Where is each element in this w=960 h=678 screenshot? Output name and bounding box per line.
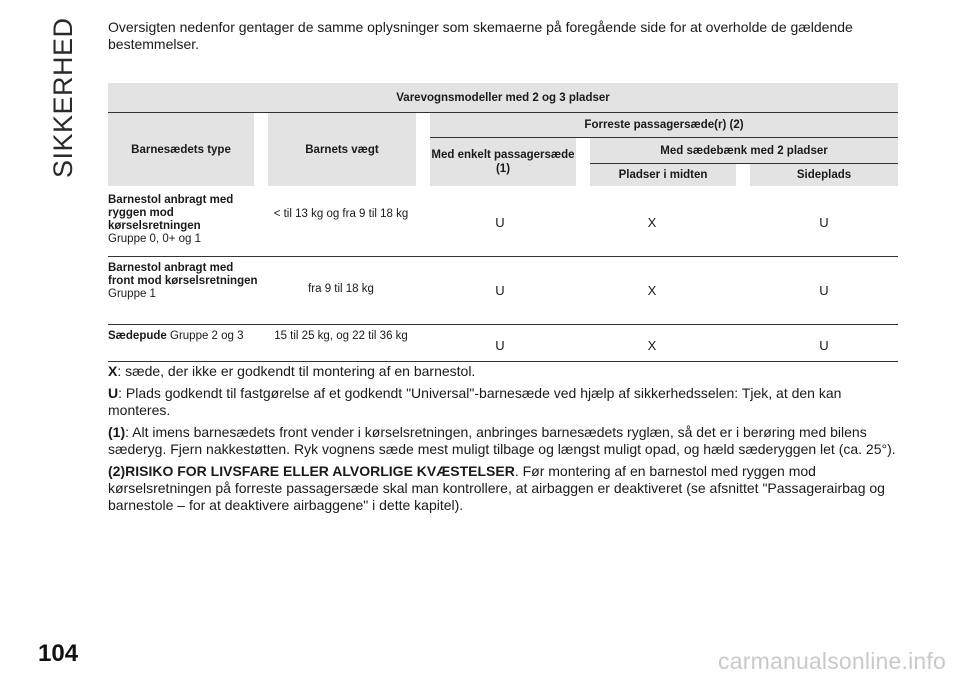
table-row xyxy=(108,328,898,360)
section-title: SIKKERHED xyxy=(48,17,78,178)
seat-type-group: Gruppe 0, 0+ og 1 xyxy=(108,233,202,245)
row-divider xyxy=(108,361,898,362)
cell-side-seat: U xyxy=(819,338,829,353)
seat-type-group: Gruppe 1 xyxy=(108,288,156,300)
note-1 xyxy=(108,424,898,458)
note-key: (1) xyxy=(108,424,126,440)
note-key: U xyxy=(108,385,119,401)
cell-middle-seat: X xyxy=(647,338,657,353)
page-number: 104 xyxy=(38,640,79,667)
cell-single-seat: U xyxy=(495,283,505,298)
seat-type-group: Gruppe 2 og 3 xyxy=(170,330,244,342)
header-child-weight: Barnets vægt xyxy=(305,143,379,156)
table-header xyxy=(108,83,898,186)
seat-type-name: Barnestol anbragt med front mod kørselsretningen xyxy=(108,262,258,287)
table-row xyxy=(108,192,898,254)
cell-middle-seat: X xyxy=(647,215,657,230)
notes xyxy=(108,363,898,519)
row-divider xyxy=(108,324,898,325)
header-side-seat: Sideplads xyxy=(796,169,852,181)
cell-seat-type xyxy=(108,262,258,301)
note-u xyxy=(108,385,898,419)
header-single-passenger-seat: Med enkelt passagersæde (1) xyxy=(431,149,575,175)
cell-single-seat: U xyxy=(495,215,505,230)
header-front-passenger-seats: Forreste passagersæde(r) (2) xyxy=(584,119,744,131)
note-text: : Plads godkendt til fastgørelse af et godkendt "Universal"-barnesæde ved hjælp af sikkerhedsselen: Tjek, at den kan monteres. xyxy=(108,385,842,418)
section-title-vertical xyxy=(22,17,82,178)
note-text: : Alt imens barnesædets front vender i kørselsretningen, anbringes barnesædets ryglæn, så det er i berøring med bilens sæderyg. Fjern nakkestøtten. Ryk vognens sæde mest muligt tilbage og længst muligt opad, og hæld sæderyggen let (ca. 25°). xyxy=(108,424,896,457)
note-key: (2)RISIKO FOR LIVSFARE ELLER ALVORLIGE KVÆSTELSER xyxy=(108,463,515,479)
header-middle-seat: Pladser i midten xyxy=(618,169,708,181)
cell-seat-type xyxy=(108,194,258,246)
note-2 xyxy=(108,463,898,514)
cell-middle-seat: X xyxy=(647,283,657,298)
seat-type-name: Barnestol anbragt med ryggen mod kørselsretningen xyxy=(108,194,234,232)
cell-side-seat: U xyxy=(819,283,829,298)
column-separator xyxy=(736,164,750,186)
note-x xyxy=(108,363,898,380)
header-child-seat-type: Barnesædets type xyxy=(131,143,231,156)
column-separator xyxy=(254,113,268,186)
row-divider xyxy=(108,256,898,257)
cell-child-weight: < til 13 kg og fra 9 til 18 kg xyxy=(273,208,409,220)
column-separator xyxy=(416,113,430,186)
table-title: Varevognsmodeller med 2 og 3 pladser xyxy=(396,91,610,104)
table-row xyxy=(108,260,898,322)
note-key: X xyxy=(108,363,118,379)
cell-child-weight: fra 9 til 18 kg xyxy=(308,283,374,295)
note-text: . Før montering af en barnestol med ryggen mod kørselsretningen på forreste passagersæde skal man kontrollere, at airbaggen er deaktiveret (se afsnittet "Passagerairbag og barnestole – for at deaktivere airbaggene" i dette kapitel). xyxy=(108,463,885,513)
cell-single-seat: U xyxy=(495,338,505,353)
watermark: carmanualsonline.info xyxy=(718,648,946,674)
header-bench-seat: Med sædebænk med 2 pladser xyxy=(660,144,828,157)
cell-child-weight: 15 til 25 kg, og 22 til 36 kg xyxy=(274,330,408,342)
cell-side-seat: U xyxy=(819,215,829,230)
intro-text: Oversigten nedenfor gentager de samme oplysninger som skemaerne på foregående side for at overholde de gældende bestemmelser. xyxy=(108,19,853,52)
column-separator xyxy=(576,138,590,186)
cell-seat-type xyxy=(108,330,258,343)
seat-type-name: Sædepude xyxy=(108,330,167,342)
note-text: : sæde, der ikke er godkendt til montering af en barnestol. xyxy=(117,363,476,379)
